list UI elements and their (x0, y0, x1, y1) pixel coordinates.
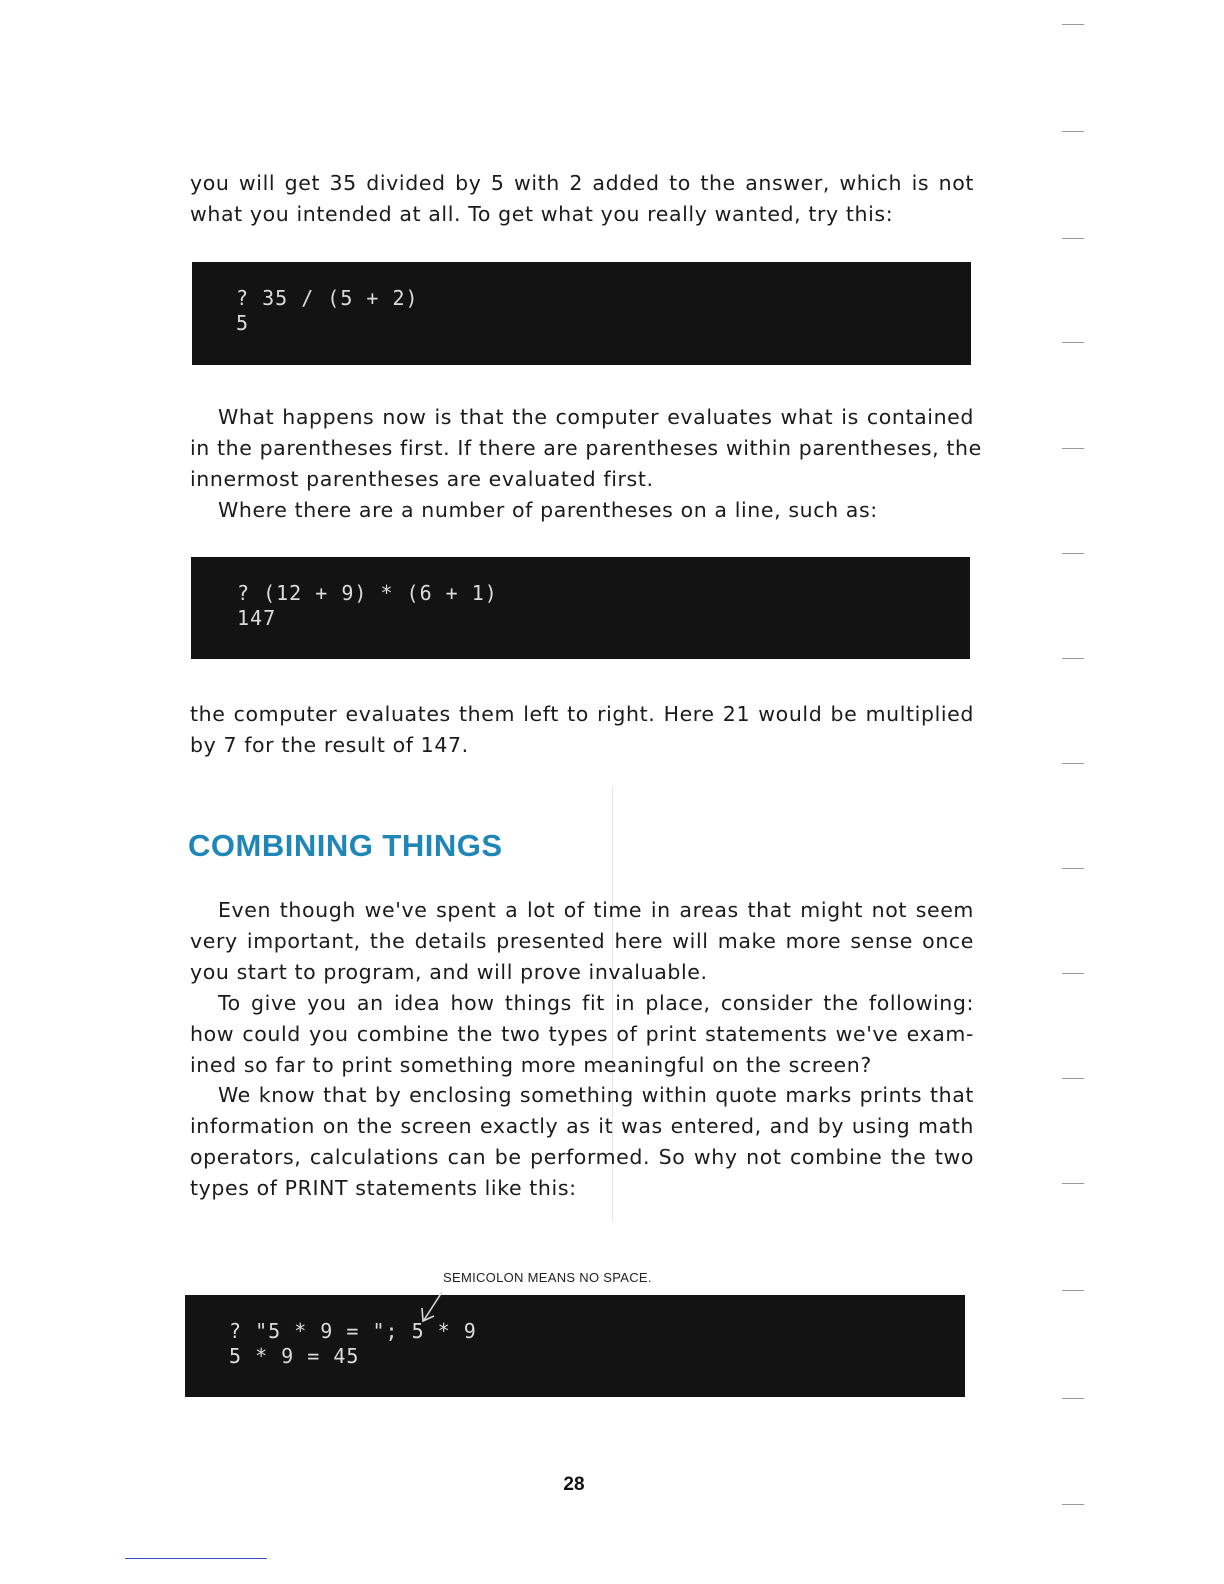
margin-ticks (1062, 0, 1086, 1584)
margin-tick (1062, 342, 1084, 343)
margin-tick (1062, 553, 1084, 554)
text-line: To give you an idea how things fit in place, consider the following: (218, 991, 974, 1015)
margin-tick (1062, 131, 1084, 132)
section-heading: COMBINING THINGS (188, 828, 503, 863)
margin-tick (1062, 763, 1084, 764)
margin-tick (1062, 448, 1084, 449)
text-line: by 7 for the result of 147. (190, 733, 469, 757)
screen-line: 5 (236, 311, 250, 335)
text-line: operators, calculations can be performed. So why not combine the two (190, 1145, 974, 1169)
text-line: innermost parentheses are evaluated first. (190, 467, 654, 491)
text-line: Where there are a number of parentheses on a line, such as: (218, 498, 878, 522)
margin-tick (1062, 1398, 1084, 1399)
text-line: very important, the details presented here will make more sense once (190, 929, 974, 953)
computer-screen-example-1 (192, 262, 971, 365)
text-line: you will get 35 divided by 5 with 2 added to the answer, which is not (190, 171, 974, 195)
margin-tick (1062, 1290, 1084, 1291)
multiple-parentheses-paragraph (190, 495, 974, 526)
text-line: ined so far to print something more meaningful on the screen? (190, 1053, 872, 1077)
page-number: 28 (563, 1474, 585, 1495)
screen-line: ? 35 / (5 + 2) (236, 286, 419, 310)
footer-rule (125, 1558, 267, 1559)
left-to-right-paragraph (190, 699, 974, 761)
text-line: you start to program, and will prove invaluable. (190, 960, 708, 984)
margin-tick (1062, 658, 1084, 659)
margin-tick (1062, 1183, 1084, 1184)
text-line: the computer evaluates them left to right. Here 21 would be multiplied (190, 702, 974, 726)
combine-question-paragraph (190, 988, 974, 1081)
text-line: what you intended at all. To get what you really wanted, try this: (190, 202, 894, 226)
parentheses-explanation-paragraph (190, 402, 982, 495)
text-line: types of PRINT statements like this: (190, 1176, 577, 1200)
screen-line: 5 * 9 = 45 (229, 1344, 360, 1368)
margin-tick (1062, 1078, 1084, 1079)
margin-tick (1062, 868, 1084, 869)
margin-tick (1062, 24, 1084, 25)
margin-tick (1062, 238, 1084, 239)
computer-screen-example-3 (185, 1295, 965, 1397)
text-line: We know that by enclosing something within quote marks prints that (218, 1083, 974, 1107)
text-line: how could you combine the two types of print statements we've exam- (190, 1022, 974, 1046)
margin-tick (1062, 1504, 1084, 1505)
intro-paragraph (190, 168, 974, 230)
text-line: Even though we've spent a lot of time in areas that might not seem (218, 898, 974, 922)
text-line: information on the screen exactly as it was entered, and by using math (190, 1114, 974, 1138)
screen-line: ? (12 + 9) * (6 + 1) (237, 581, 498, 605)
quote-marks-paragraph (190, 1080, 974, 1204)
combining-intro-paragraph (190, 895, 974, 988)
semicolon-annotation: SEMICOLON MEANS NO SPACE. (443, 1270, 652, 1285)
text-line: What happens now is that the computer evaluates what is contained (218, 405, 974, 429)
annotation-arrow-icon (410, 1286, 450, 1336)
screen-line: ? "5 * 9 = "; 5 * 9 (229, 1319, 477, 1343)
screen-line: 147 (237, 606, 277, 630)
margin-tick (1062, 973, 1084, 974)
text-line: in the parentheses first. If there are parentheses within parentheses, the (190, 436, 982, 460)
computer-screen-example-2 (191, 557, 970, 659)
